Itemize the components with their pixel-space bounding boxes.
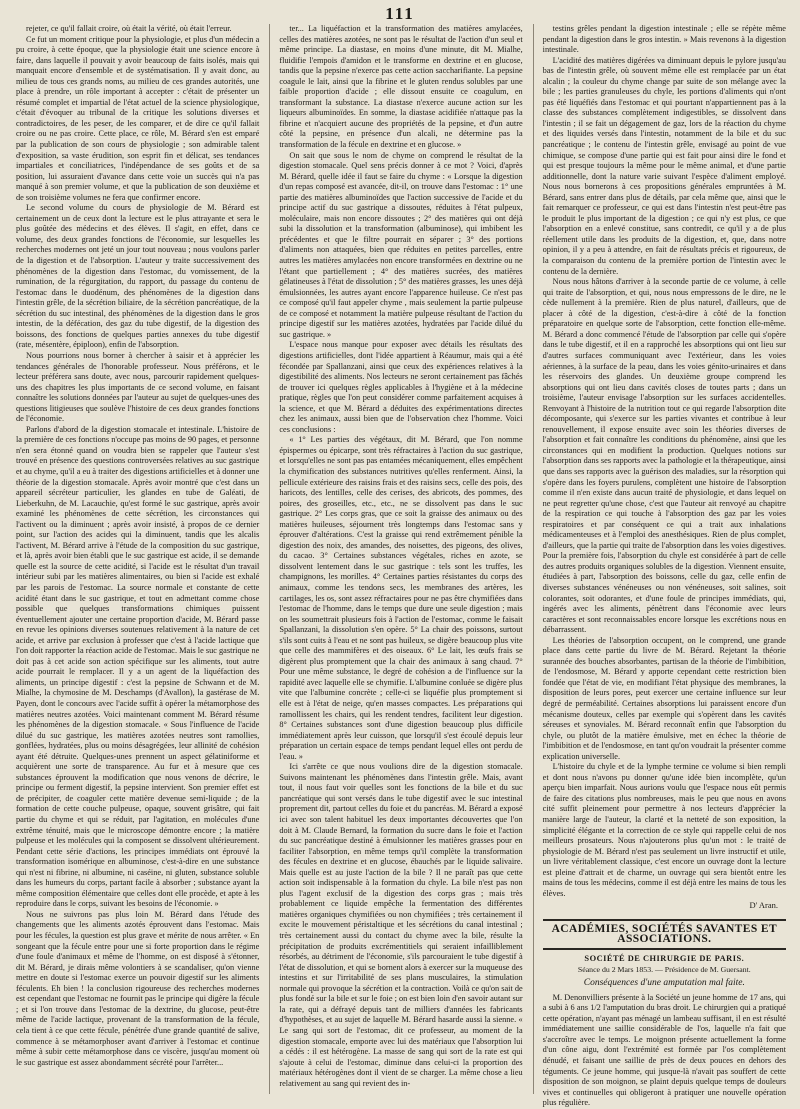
paragraph: L'acidité des matières digérées va diminuant depuis le pylore jusqu'au bas de l'intestin grêle, où souvent même elle est remplacée par un état alcalin ; la couleur du chyme change par suite de son mélange avec la bile ; les parties granuleuses du chyle, les portions d'aliments qui n'ont pas été liquéfiés dans l'estomac et qui pourtant n'appartiennent pas à la classe des substances complètement indigestibles, se dissolvent dans l'intestin ; il se fait un dégagement de gaz, lors de la réaction du chyme et des liquides versés dans l'intestin, notamment de la bile et du suc pancréatique ; le contenu de l'intestin grêle, envisagé au point de vue chimique, se compose d'une partie qui est fait pour ainsi dire le fond et qui est presque toujours la même pour le même animal, et d'une partie additionnelle, dont la nature varie suivant l'espèce d'aliment employé. Nous nous bornerons à ces propositions générales empruntées à M. Bérard, sans entrer dans plus de détails, par cela même que, ainsi que le fait remarquer ce professeur, ce qui est dans l'intestin n'est peut-être pas le produit le plus important de la digestion ; ce qui n'y est plus, ce que l'absorption en a enlevé constitue, sans contredit, ce qu'il y a de plus réellement utile dans les produits de la digestion, et, que, dans notre opinion, il y a peu à attendre, en fait de résultats précis et rigoureux, de la comparaison du contenu de la première portion de l'intestin avec le contenu de la dernière.: [542, 55, 786, 276]
paragraph: testins grêles pendant la digestion intestinale ; elle se répète même pendant la digestion dans le gros intestin. » Mais revenons à la digestion intestinale.: [542, 24, 786, 55]
article-signature: D' Aran.: [749, 900, 778, 911]
column-middle: [269, 24, 522, 1094]
section-header: ACADÉMIES, SOCIÉTÉS SAVANTES ET ASSOCIATIONS.: [543, 919, 786, 950]
paragraph: Ici s'arrête ce que nous voulions dire de la digestion stomacale. Suivons maintenant les phénomènes dans l'intestin grêle. Mais, avant tout, il nous faut voir quelles sont les fonctions de la bile et du suc pancréatique qui sont versés dans le tube digestif avec le suc intestinal proprement dit, partout celles du foie et du pancréas. M. Bérard a exposé ici avec son talent habituel les deux importantes découvertes que l'on doit à M. Claude Bernard, la formation du sucre dans le foie et l'action du suc pancréatique destiné à émulsionner les matières grasses pour en faciliter l'absorption, en même temps qu'il complète la transformation des fécules en dextrine et en glucose, ébauchés par le liquide salivaire. Mais quelle est au juste l'action de la bile ? Il ne paraît pas que cette action soit indispensable à la formation du chyle. La bile n'est pas non plus l'agent exclusif de la digestion des corps gras ; mais très probablement ce liquide empêche la fermentation des différentes matières organiques chymifiées ou non chymifiées ; très certainement il excite le mouvement péristaltique et les sécrétions du canal intestinal ; très certainement aussi du contact du chyme avec la bile, résulte la précipitation de produits excrémentitiels qui seraient infailliblement résorbés, au détriment de l'économie, s'ils parcouraient le tube digestif à l'état de dissolution, et qui se bornent alors à exercer sur la muqueuse des intestins et sur l'irritabilité de ses plans musculaires, la stimulation normale qui provoque la sécrétion et la contraction. Voilà ce qu'on sait de plus fondé sur la bile et sur le foie ; on est bien loin d'en savoir autant sur la rate, qui a défrayé depuis tant de milliers d'années les fabricants d'hypothèses, et au sujet de laquelle M. Bérard hasarde aussi la sienne. « Le sang qui sort de l'estomac, dit ce professeur, au moment de la digestion stomacale, emporte avec lui des matériaux que l'absorption lui a cédés : il est hétérogène. La masse de sang qui sort de la rate est qui s'ajoute à celui de l'estomac, diminue dans celui-ci la proportion des matériaux hétérogènes dont il vient de se charger. La même chose a lieu relativement au sang qui revient des in-: [279, 762, 523, 1088]
article-subheading: Conséquences d'une amputation mal faite.: [583, 978, 745, 989]
paragraph: L'histoire du chyle et de la lymphe termine ce volume si bien rempli et dont nous n'avons pu donner qu'une idée bien incomplète, qu'un aperçu bien imparfait. Nous aurions voulu que l'espace nous eût permis de faire des citations plus nombreuses, mais le peu que nous en avons cité suffit pleinement pour permettre à nos lecteurs d'apprécier la manière large de l'auteur, la clarté et la netteté de son exposition, la simplicité élégante et la correction de ce style qui rappelle celui de nos meilleurs prosateurs. Nous n'ajouterons plus qu'un mot : le traité de physiologie de M. Bérard n'est pas seulement un livre instructif et utile, un livre véritablement classique, c'est encore un ouvrage dont la lecture est pleine d'attrait et de charme, un ouvrage qui sera bientôt entre les mains de tous les médecins, comme il est déjà entre les mains de tous les élèves.: [542, 762, 786, 898]
paragraph: Parlons d'abord de la digestion stomacale et intestinale. L'histoire de la première de ces fonctions n'occupe pas moins de 90 pages, et personne n'en sera étonné quand on voudra bien se rappeler que l'auteur s'est trouvé en présence des questions controversées relatives au suc gastrique et au chyme, qu'il a eu à traiter des digestions artificielles et à donner une théorie de la digestion stomacale. Après avoir montré que c'est dans un appareil sécréteur particulier, les glandes en tube de Galéati, de Lieberkuhn, de M. Lacauchie, qu'est formé le suc gastrique, après avoir examiné les phénomènes de cette sécrétion, les circonstances qui l'activent ou la diminuent ; après avoir insisté, à propos de ce dernier point, sur l'action des acides qui la diminuent, tandis que les alcalis l'activent, M. Bérard arrive à l'étude de la composition du suc gastrique, et là, après avoir bien établi que le suc gastrique est acide, il se demande quelle est la source de cette acidité, si l'acide est le résultat d'un travail intérieur subi par les matières alimentaires, ou bien si l'acide est exhalé par les parois de l'estomac. La source normale et constante de cette acidité étant dans le suc gastrique, et tout en admettant comme chose possible que quelques transformations chimiques puissent éventuellement ajouter une certaine proportion d'acide, M. Bérard passe en revue les opinions diverses soutenues relativement à la nature de cet acide, et arrive par exclusion à professer que c'est à l'acide lactique que l'on doit rapporter la réaction acide de l'estomac. Mais le suc gastrique ne doit pas à cet acide son action spécifique sur les aliments, tout autre acide pourrait le remplacer. Il y a un agent de la liquéfaction des aliments, un principe digestif : c'est la pepsine de Schwann et de M. Mialhe, la chymosine de M. Deschamps (d'Avallon), la gastérase de M. Payen, dont le concours avec l'acide suffit à opérer la métamorphose des matières neutres azotées. Voici maintenant comment M. Bérard résume les phénomènes de la digestion stomacale. « Sous l'influence de l'acide dilué du suc gastrique, les matières azotées neutres sont ramollies, gonflées, hydratées, plus ou moins désagrégées, leur allinité de cohésion ayant été détruite. Quelques-unes prennent un aspect gélatiniforme et acquièrent une sorte de transparence. Au fur et à mesure que ces substances éprouvent la modification que nous venons de décrire, le principe ou ferment digestif, la pepsine intervient. Son premier effet est de précipiter, de coaguler cette matière devenue semi-liquide ; de la formation de cette couche pulpeuse, opaque, souvent grisâtre, qui fait partie du chyme et qui se réduit, par l'agitation, en molécules d'une extrême ténuité, mais que le microscope démontre encore ; la matière pulpeuse et les molécules qui la composent se dissolvent ultérieurement. Pendant cette série d'actions, les principes immédiats ont éprouvé la transformation isomérique en albuminose, c'est-à-dire en une substance qui n'est ni fibrine, ni albumine, ni caséine, ni gluten, substance soluble dans les humeurs du corps, partant facile à absorber ; substance ayant la même composition élémentaire que celles dont elle procède, et apte à les reproduire dans le corps, suivant les besoins de l'économie. »: [16, 424, 260, 909]
paragraph: L'espace nous manque pour exposer avec détails les résultats des digestions artificielles, dont l'idée appartient à Réaumur, mais qui a été fécondée par Spallanzani, ainsi que ceux des expériences relatives à la digestibilité des aliments. Nos lecteurs ne seront certainement pas fâchés de trouver ici quelques règles applicables à l'hygiène et à la médecine pratique, règles que l'on peut considérer comme parfaitement acquises à la science, et que M. Bérard a déduites des expérimentations directes chez les animaux, aussi bien que de l'observation chez l'homme. Voici ces conclusions :: [279, 340, 523, 434]
page-number: 111: [385, 4, 415, 23]
column-left: [16, 24, 259, 1094]
paragraph: rejeter, ce qu'il fallait croire, où était la vérité, où était l'erreur.: [26, 24, 232, 33]
text-columns: [16, 24, 786, 1108]
paragraph: Le second volume du cours de physiologie de M. Bérard est certainement un de ceux dont la lecture est le plus attrayante et sera le plus goûtée des médecins et des élèves. Il s'agit, en effet, dans ce volume, des deux grandes fonctions de l'économie, sur lesquelles les recherches modernes ont jeté un jour tout nouveau ; nous voulons parler de la digestion et de l'absorption. L'auteur y traite successivement des phénomènes de la digestion dans l'estomac, du vomissement, de la rumination, de la régurgitation, du rapport, du passage du contenu de l'estomac dans le duodénum, des phénomènes de la digestion dans l'intestin grêle, de la sécrétion biliaire, de la sécrétion pancréatique, de la sécrétion du suc intestinal, des phénomènes de la digestion dans le gros intestin, de la défécation, des gaz du tube digestif, de la digestion des boissons, des fonctions de quelques parties annexes du tube digestif (rate, mésentère, épiploon), enfin de l'absorption.: [16, 203, 260, 350]
paragraph: Ce fut un moment critique pour la physiologie, et plus d'un médecin a pu croire, à cette époque, que la physiologie était une science encore à faire, dans laquelle il pouvait y avoir beaucoup de faits isolés, mais qui manquait encore d'ensemble et de systématisation. Il y avait donc, au milieu de tous ces grands noms, au milieu de ces grandes autorités, une place à prendre, un rôle important à accepter : c'était de présenter un résumé complet et impartial de l'état actuel de la science physiologique, c'était d'évoquer au tribunal de la critique les solutions diverses et contradictoires, de les peser, de les comparer, et de dire ce qu'il fallait croire ou ne pas croire. Cette place, ce rôle, M. Bérard s'en est emparé par la publication de son cours de physiologie ; son admirable talent d'exposition, sa vaste érudition, son esprit fin et délicat, ses tendances impartiales et conciliatrices, l'indépendance de ses goûts et de sa position, lui assuraient d'avance dans cette voie un succès qui n'a pas manqué à son premier volume, et que la publication de son deuxième et de son troisième volumes ne fera que confirmer encore.: [16, 34, 260, 202]
column-right: [533, 24, 786, 1108]
paragraph: Nous ne suivrons pas plus loin M. Bérard dans l'étude des changements que les aliments azotés éprouvent dans l'estomac. Mais pour les fécules, la question est plus grave et mérite de nous arrêter. « En songeant que la fécule entre pour une si forte proportion dans le régime d'une foule d'animaux et même de l'homme, on est disposé à s'étonner, dit M. Bérard, je dirais même volontiers à se scandaliser, qu'on vienne mettre en doute si l'estomac exerce un pouvoir digestif sur les aliments féculents. Eh bien ! la conclusion rigoureuse des recherches modernes est cependant que l'estomac ne fournit pas le principe qui digère la fécule ; et si l'on trouve dans l'estomac de la dextrine, du glucose, peut-être même de l'acide lactique, provenant de la transformation de la fécule, cela tient à ce que cette fécule, pénétrée d'une grande quantité de salive, commence à se métamorphoser avant d'arriver à l'estomac et continue même à subir cette métamorphose dans ce viscère, jusqu'au moment où le suc gastrique est assez abondamment sécrété pour l'arrêter...: [16, 909, 260, 1067]
paragraph: « 1° Les parties des végétaux, dit M. Bérard, que l'on nomme épispermes ou épicarpe, sont très réfractaires à l'action du suc gastrique, et lorsqu'elles ne sont pas pas entamées mécaniquement, elles empêchent la chymification des substances nutritives qu'elles renferment. Ainsi, la pellicule extérieure des raisins frais et des raisins secs, celle des pois, des haricots, des lentilles, celle des cerises, des abricots, des pommes, des poires, des groseilles, etc., etc., ne se dissolvent pas dans le suc gastrique. 2° Les corps gras, que ce soit la graisse des animaux ou des matières huileuses, séjournent très longtemps dans l'estomac sans y éprouver d'altérations. C'est la graisse qui rend extrêmement pénible la digestion des noix, des amandes, des noisettes, des pigeons, des olives, du cacao. 3° Certaines substances végétales, riches en azote, se dissolvent lentement dans le suc gastrique : tels sont les truffes, les champignons, les morilles. 4° Certaines parties résistantes du corps des animaux, comme les tendons secs, les membranes des artères, les cartilages, les os, sont assez réfractaires pour ne pas être chymifiées dans l'estomac de l'homme, dans le temps que dure une seule digestion ; mais on les soumettrait plusieurs fois à l'action de l'estomac, comme le faisait Spallanzani, la dissolution s'en opère. 5° La chair des poissons, surtout s'ils sont cuits à l'eau et ne sont pas huileux, se digère beaucoup plus vite que celle des mammifères et des oiseaux. 6° Le lait, les œufs frais se digèrent plus promptement que la chair des animaux à sang chaud. 7° Pour une même substance, le degré de cohésion a de l'influence sur la rapidité avec laquelle elle se chymifie. L'albumine conluée se digère plus vite que l'albumine concrète ; celle-ci se liquéfie plus promptement si elle est à l'état de neige, qu'en masses compactes. Les préparations qui ramollissent les chairs, qui les rendent tendres, facilitent leur digestion. 8° Certaines substances sont d'une digestion beaucoup plus difficile immédiatement après leur cuisson, que lorsqu'il s'est écoulé depuis leur préparation un certain espace de temps pendant lequel elles ont perdu de l'eau. »: [279, 435, 523, 761]
paragraph: On sait que sous le nom de chyme on comprend le résultat de la digestion stomacale. Quel sens précis donner à ce mot ? Voici, d'après M. Bérard, quelle idée il faut se faire du chyme : « Lorsque la digestion d'un repas composé est avancée, dit-il, on trouve dans l'estomac : 1° une partie des matières albuminoïdes que l'action successive de l'acide et du principe actif du suc gastrique a dissoutes, réduites à l'état pulpeux, moléculaire, mais non encore dissoutes ; 2° des matières qui ont déjà subi la dissolution et la transformation (albuminose), qui imbibent les précédentes et que le filtre pourrait en séparer ; 3° des portions d'aliments non attaquées, bien que réduites en petites parcelles, entre autres les matières amylacées non encore transformées en dextrine ou ne l'étant que partiellement ; 4° des matières sucrées, des matières gélatineuses à l'état de dissolution ; 5° des matières grasses, les unes déjà émulsionnées, les autres ayant encore l'apparence huileuse. Ce n'est pas ce composé qu'il faut appeler chyme , mais seulement la partie pulpeuse de ce composé et notamment la matière pulpeuse résultant de l'action du principe digestif sur les matières azotées, hydratées par l'acide dilué du suc gastrique. »: [279, 150, 523, 339]
paragraph: Nous nous hâtons d'arriver à la seconde partie de ce volume, à celle qui traite de l'absorption, et qui, nous nous empressons de le dire, ne le cède nullement à la première. Rien de plus naturel, d'ailleurs, que de placer à côté de la digestion, c'est-à-dire à côté de la fonction préparatoire en quelque sorte de l'absorption, cette fonction elle-même. M. Bérard a donc commencé l'étude de l'absorption par celle qui s'opère dans le tube digestif, et il en a rapproché les absorptions qui ont lieu sur d'autres surfaces communiquant avec l'extérieur, dans les voies aériennes, à la surface de la peau, dans les voies génito-urinaires et dans les réservoirs des glandes. Un deuxième groupe comprend les absorptions qui ont lieu dans cavités closes de toutes parts ; dans un troisième, l'auteur envisage l'absorption sur les surfaces accidentelles. Renvoyant à l'histoire de la nutrition tout ce qui regarde l'absorption dite décomposante, qui s'exerce sur les parties vivantes et contribue à leur renouvellement, il expose ensuite avec soin les théories diverses de l'absorption et fait connaître les conditions du phénomène, ainsi que les circonstances qui en modifient la production. Quelques notions sur l'absorption dans ses rapports avec la pathologie et la thérapeutique, ainsi que dans ses rapports avec la guérison des maladies, sur la résorption qui s'opère dans les foyers purulens, complètent une histoire de l'absorption comme il n'en existe dans aucun traité de physiologie, et dans lequel on ne peut regretter qu'une chose, c'est que l'auteur ait renvoyé au chapitre de la respiration ce qui touche à l'absorption des gaz par les voies respiratoires et par conséquent ce qui a trait aux inhalations médicamenteuses et à l'emploi des anesthésiques. Rien de plus complet, d'ailleurs, que la partie qui traite de l'absorption dans les voies digestives. Pour la première fois, l'absorption du chyle est considérée à part de celle des autres produits organiques solubles de la digestion. Viennent ensuite, étudiées à part, l'absorption des boissons, celle du gaz, celle enfin de diverses substances vénéneuses ou non vénéneuses, soit salines, soit colorantes, soit odorantes, et d'une foule de principes immédiats, qui, ingérés avec les aliments, pénètrent dans l'économie avec leurs caractères et sont reconnaissables encore lorsque les excrétions nous en débarrassent.: [542, 277, 786, 635]
society-name: SOCIÉTÉ DE CHIRURGIE DE PARIS.: [584, 954, 745, 964]
paragraph: Nous pourrions nous borner à chercher à saisir et à apprécier les tendances générales de l'honorable professeur. Nous préférons, et le lecteur préférera sans doute, avec nous, parcourir rapidement quelques-uns des chapitres les plus importants de ce second volume, en faisant connaître les solutions données par l'auteur au sujet de quelques-unes des questions litigieuses que soulève l'histoire de ces deux grandes fonctions de l'économie.: [16, 350, 260, 424]
paragraph: ter... La liquéfaction et la transformation des matières amylacées, celles des matières azotées, ne sont pas le résultat de l'action d'un seul et même principe. La diastase, en moins d'une minute, dit M. Mialhe, fluidifie l'empois d'amidon et le transforme en dextrine et en glucose, tandis que la pepsine n'exerce pas cette action saccharifiante. La pepsine coagule le lait, ainsi que la fibrine et le gluten rendus solubles par une faible proportion d'acide ; elle dissout ensuite ce coagulum, en transformant la substance. La diastase n'exerce aucune action sur les liqueurs albuminoïdes. En somme, la diastase acidifiée n'attaque pas la fibrine et n'acquiert aucune des propriétés de la pepsine, et d'un autre côté la pepsine, en présence d'un alcali, ne détermine pas la transformation de la fécule en dextrine et en glucose. »: [279, 24, 523, 150]
paragraph: M. Denonvilliers présente à la Société un jeune homme de 17 ans, qui a subi à 6 ans 1/2 l'amputation du bras droit. Le chirurgien qui a pratiqué cette opération, n'ayant pas ménagé un lambeau suffisant, il en est résulté immédiatement une saillie considérable de l'os, laquelle n'a fait que s'accroître avec le temps. Le moignon présente actuellement la forme d'un cône aigu, dont l'extrémité est formée par l'os complètement dénudé, et faisant une saillie de près de deux pouces en dehors des téguments. Ce jeune homme, qui jusque-là n'avait pas souffert de cette disposition de son moignon, se plaint depuis quelque temps de douleurs vives et continuelles qui obligeront à pratiquer une nouvelle opération plus régulière.: [542, 992, 786, 1108]
paragraph: Les théories de l'absorption occupent, on le comprend, une grande place dans cette partie du livre de M. Bérard. Rejetant la théorie surannée des bouches absorbantes, partisan de la théorie de l'imbibition, de l'endosmose, M. Bérard y apporte cependant cette restriction bien fondée que l'état de vie, en modifiant l'état physique des membranes, la disposition de leurs pores, peut exercer une certaine influence sur leur degré de perméabilité. Certaines absorptions lui paraissent encore d'un mécanisme douteux, celles par exemple qui s'opèrent dans les cavités séreuses et synoviales. M. Bérard reconnaît enfin que l'absorption du chyle, ou plutôt de la matière émulsive, met en échec la théorie de l'imbibition et de l'endosmose, en tant qu'on voudrait la présenter comme explication universelle.: [542, 635, 786, 761]
session-line: Séance du 2 Mars 1853. — Présidence de M. Guersant.: [577, 964, 751, 974]
